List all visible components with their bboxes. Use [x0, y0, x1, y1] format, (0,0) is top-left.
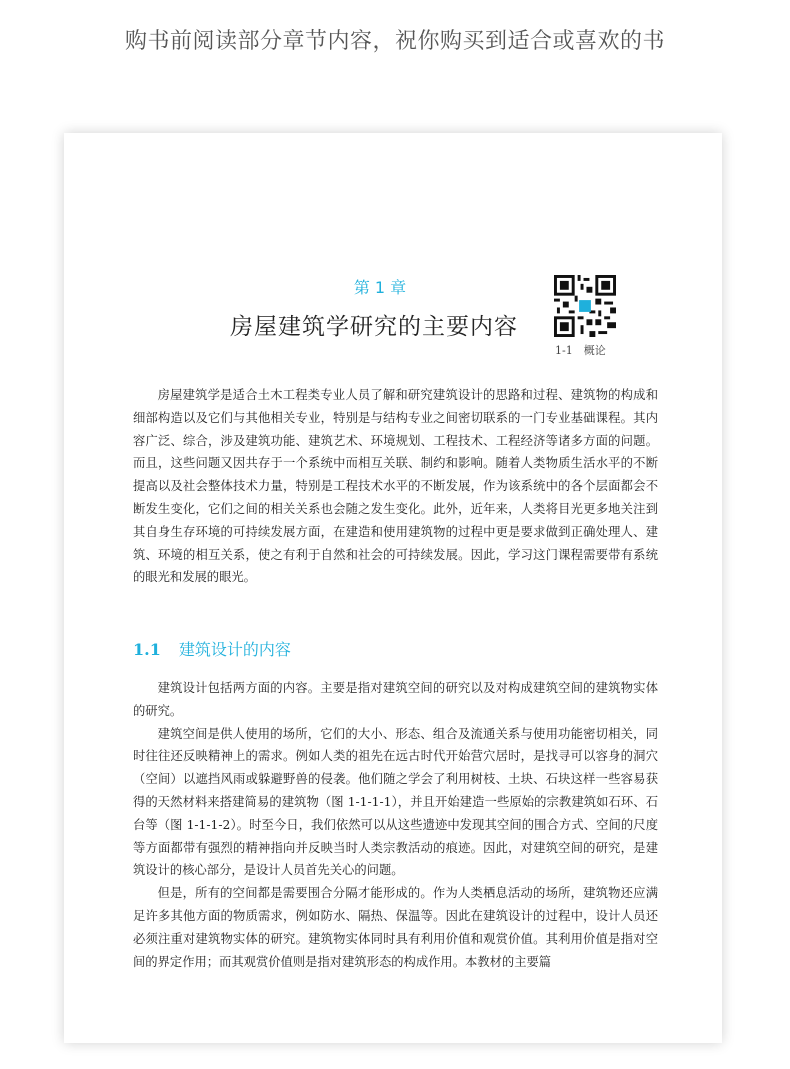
intro-text: [133, 384, 658, 589]
section-text: [133, 677, 658, 973]
section-paragraph: 但是，所有的空间都是需要围合分隔才能形成的。作为人类栖息活动的场所，建筑物还应满足许多其他方面的物质需求，例如防水、隔热、保温等。因此在建筑设计的过程中，设计人员还必须注重对建筑物实体的研究。建筑物实体同时具有利用价值和观赏价值。其利用价值是指对空间的界定作用；而其观赏价值则是指对建筑形态的构成作用。本教材的主要篇: [133, 886, 658, 969]
chapter-title: 房屋建筑学研究的主要内容: [230, 314, 518, 340]
banner-text: 购书前阅读部分章节内容，祝你购买到适合或喜欢的书: [124, 29, 665, 54]
section-heading: [133, 637, 291, 660]
section-paragraph: 建筑空间是供人使用的场所，它们的大小、形态、组合及流通关系与使用功能密切相关，同时往往还反映精神上的需求。例如人类的祖先在远古时代开始营穴居时，是找寻可以容身的洞穴（空间）以遮挡风雨或躲避野兽的侵袭。他们随之学会了利用树枝、土块、石块这样一些容易获得的天然材料来搭建简易的建筑物（图 1-1-1-1），并且开始建造一些原始的宗教建筑如石环、石台等（图 1-1-1-2）。时至今日，我们依然可以从这些遗迹中发现其空间的围合方式、空间的尺度等方面都带有强烈的精神指向并反映当时人类宗教活动的痕迹。因此，对建筑空间的研究，是建筑设计的核心部分，是设计人员首先关心的问题。: [133, 726, 658, 878]
section-title: 建筑设计的内容: [178, 640, 291, 659]
section-number: 1.1: [133, 640, 161, 659]
section-paragraph: 建筑设计包括两方面的内容。主要是指对建筑空间的研究以及对构成建筑空间的建筑物实体的研究。: [133, 681, 658, 718]
chapter-label: 第 1 章: [353, 278, 407, 297]
qr-caption: 1-1 概论: [555, 344, 606, 357]
intro-paragraph: 房屋建筑学是适合土木工程类专业人员了解和研究建筑设计的思路和过程、建筑物的构成和细部构造以及它们与其他相关专业，特别是与结构专业之间密切联系的一门专业基础课程。其内容广泛、综合，涉及建筑功能、建筑艺术、环境规划、工程技术、工程经济等诸多方面的问题。而且，这些问题又因共存于一个系统中而相互关联、制约和影响。随着人类物质生活水平的不断提高以及社会整体技术力量，特别是工程技术水平的不断发展，作为该系统中的各个层面都会不断发生变化，它们之间的相关关系也会随之发生变化。此外，近年来，人类将目光更多地关注到其自身生存环境的可持续发展方面，在建造和使用建筑物的过程中更是要求做到正确处理人、建筑、环境的相互关系，使之有利于自然和社会的可持续发展。因此，学习这门课程需要带有系统的眼光和发展的眼光。: [133, 388, 658, 585]
qr-code-icon[interactable]: [554, 275, 616, 337]
